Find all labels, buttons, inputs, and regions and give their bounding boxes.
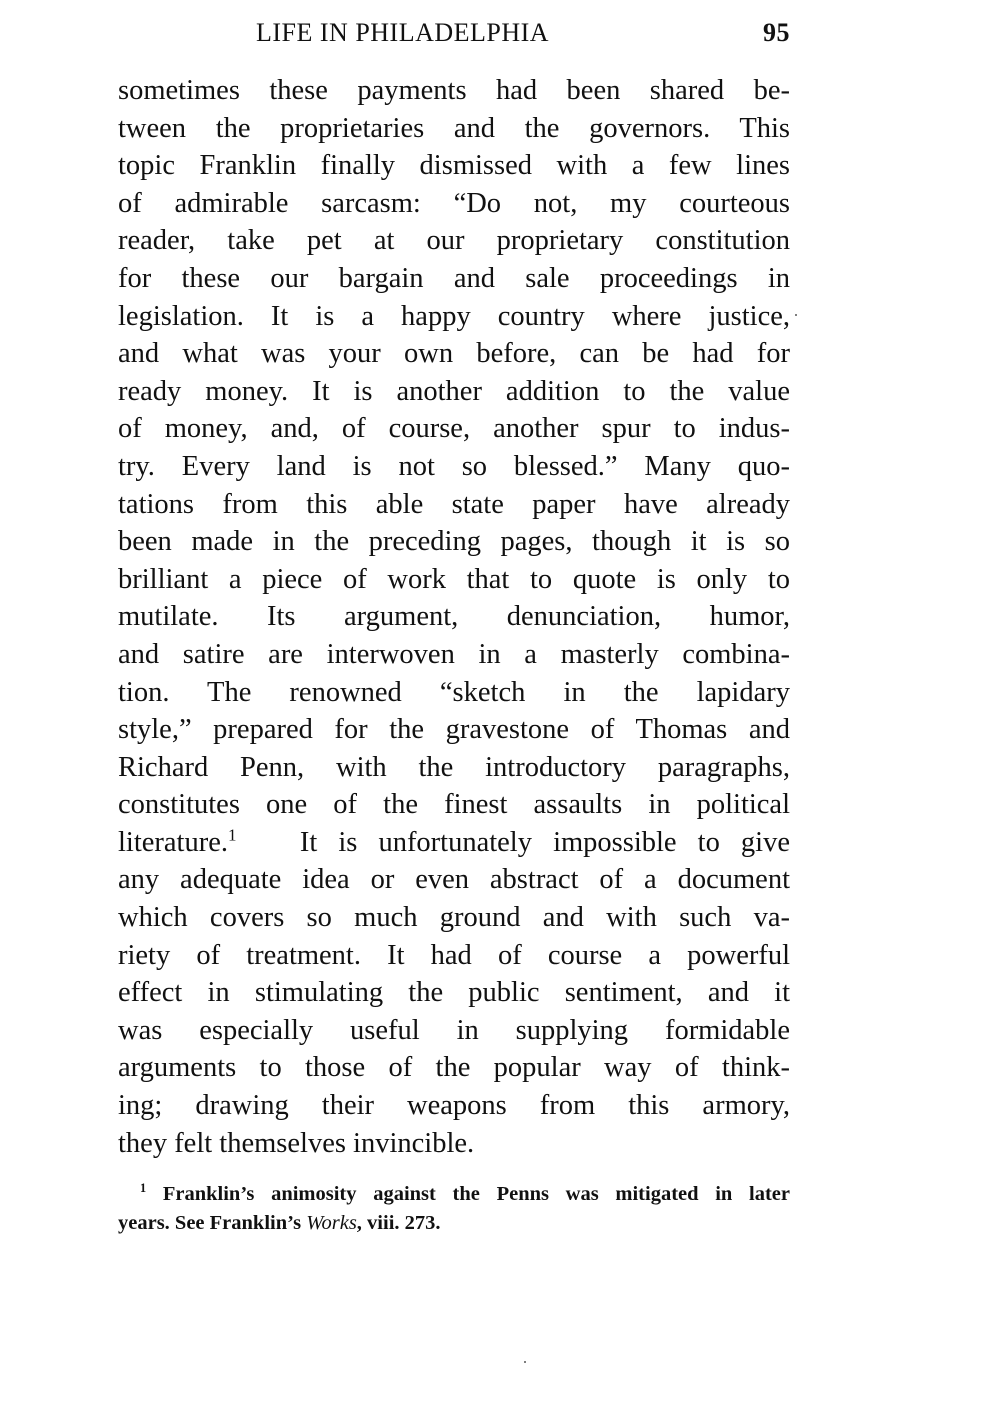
text-segment: literature. bbox=[118, 826, 228, 858]
text-line: constitutes one of the finest assaults in political bbox=[118, 789, 790, 821]
footnote-marker: 1 bbox=[140, 1181, 147, 1196]
text-line: they felt themselves invincible. bbox=[118, 1127, 475, 1159]
scan-speck bbox=[795, 314, 797, 316]
footnote-text: years. See Franklin’s bbox=[118, 1212, 307, 1234]
text-line: any adequate idea or even abstract of a document bbox=[118, 864, 790, 896]
body-text bbox=[118, 72, 790, 1162]
text-line: tion. The renowned “sketch in the lapidary bbox=[118, 676, 790, 708]
text-line: and what was your own before, can be had for bbox=[118, 338, 790, 370]
text-line: which covers so much ground and with such va- bbox=[118, 902, 790, 934]
text-line: style,” prepared for the gravestone of Thomas and bbox=[118, 714, 790, 746]
footnote-text: Franklin’s animosity against the Penns was mitigated in later bbox=[162, 1183, 790, 1205]
text-line: and satire are interwoven in a masterly combina- bbox=[118, 638, 790, 670]
scan-speck bbox=[524, 1361, 526, 1363]
footnote-reference[interactable]: 1 bbox=[227, 825, 237, 845]
text-line: arguments to those of the popular way of think- bbox=[118, 1052, 790, 1084]
text-segment: It is unfortunately impossible to give bbox=[299, 826, 791, 858]
text-line: for these our bargain and sale proceedings in bbox=[118, 262, 790, 294]
text-line: Richard Penn, with the introductory paragraphs, bbox=[118, 751, 790, 783]
footnote-text: , viii. 273. bbox=[356, 1212, 441, 1234]
text-line: reader, take pet at our proprietary constitution bbox=[118, 225, 790, 257]
text-line: sometimes these payments had been shared be- bbox=[118, 75, 790, 106]
footnote-work-title: Works bbox=[306, 1212, 357, 1234]
text-line: was especially useful in supplying formidable bbox=[118, 1014, 790, 1046]
text-line: brilliant a piece of work that to quote is only to bbox=[118, 563, 790, 595]
text-line: effect in stimulating the public sentiment, and it bbox=[118, 977, 790, 1009]
text-line: legislation. It is a happy country where justice, bbox=[118, 300, 790, 332]
text-line: try. Every land is not so blessed.” Many quo- bbox=[118, 450, 790, 482]
text-line: tween the proprietaries and the governors. This bbox=[118, 112, 790, 144]
running-title: LIFE IN PHILADELPHIA bbox=[256, 18, 550, 47]
text-line: topic Franklin finally dismissed with a few lines bbox=[118, 150, 790, 182]
footnote bbox=[118, 1180, 790, 1238]
footnote-line bbox=[118, 1209, 790, 1238]
running-head bbox=[118, 18, 790, 54]
text-line: of money, and, of course, another spur to indus- bbox=[118, 413, 790, 445]
text-line: ing; drawing their weapons from this armory, bbox=[118, 1090, 790, 1122]
footnote-line bbox=[118, 1180, 790, 1209]
page-number: 95 bbox=[763, 18, 790, 47]
text-line-with-footnote-ref bbox=[118, 824, 790, 862]
text-line: riety of treatment. It had of course a powerful bbox=[118, 939, 790, 971]
text-line: been made in the preceding pages, though it is so bbox=[118, 526, 790, 558]
text-line: mutilate. Its argument, denunciation, humor, bbox=[118, 601, 790, 633]
text-line: ready money. It is another addition to the value bbox=[118, 375, 790, 407]
text-line: tations from this able state paper have already bbox=[118, 488, 790, 520]
text-line: of admirable sarcasm: “Do not, my courteous bbox=[118, 187, 790, 219]
